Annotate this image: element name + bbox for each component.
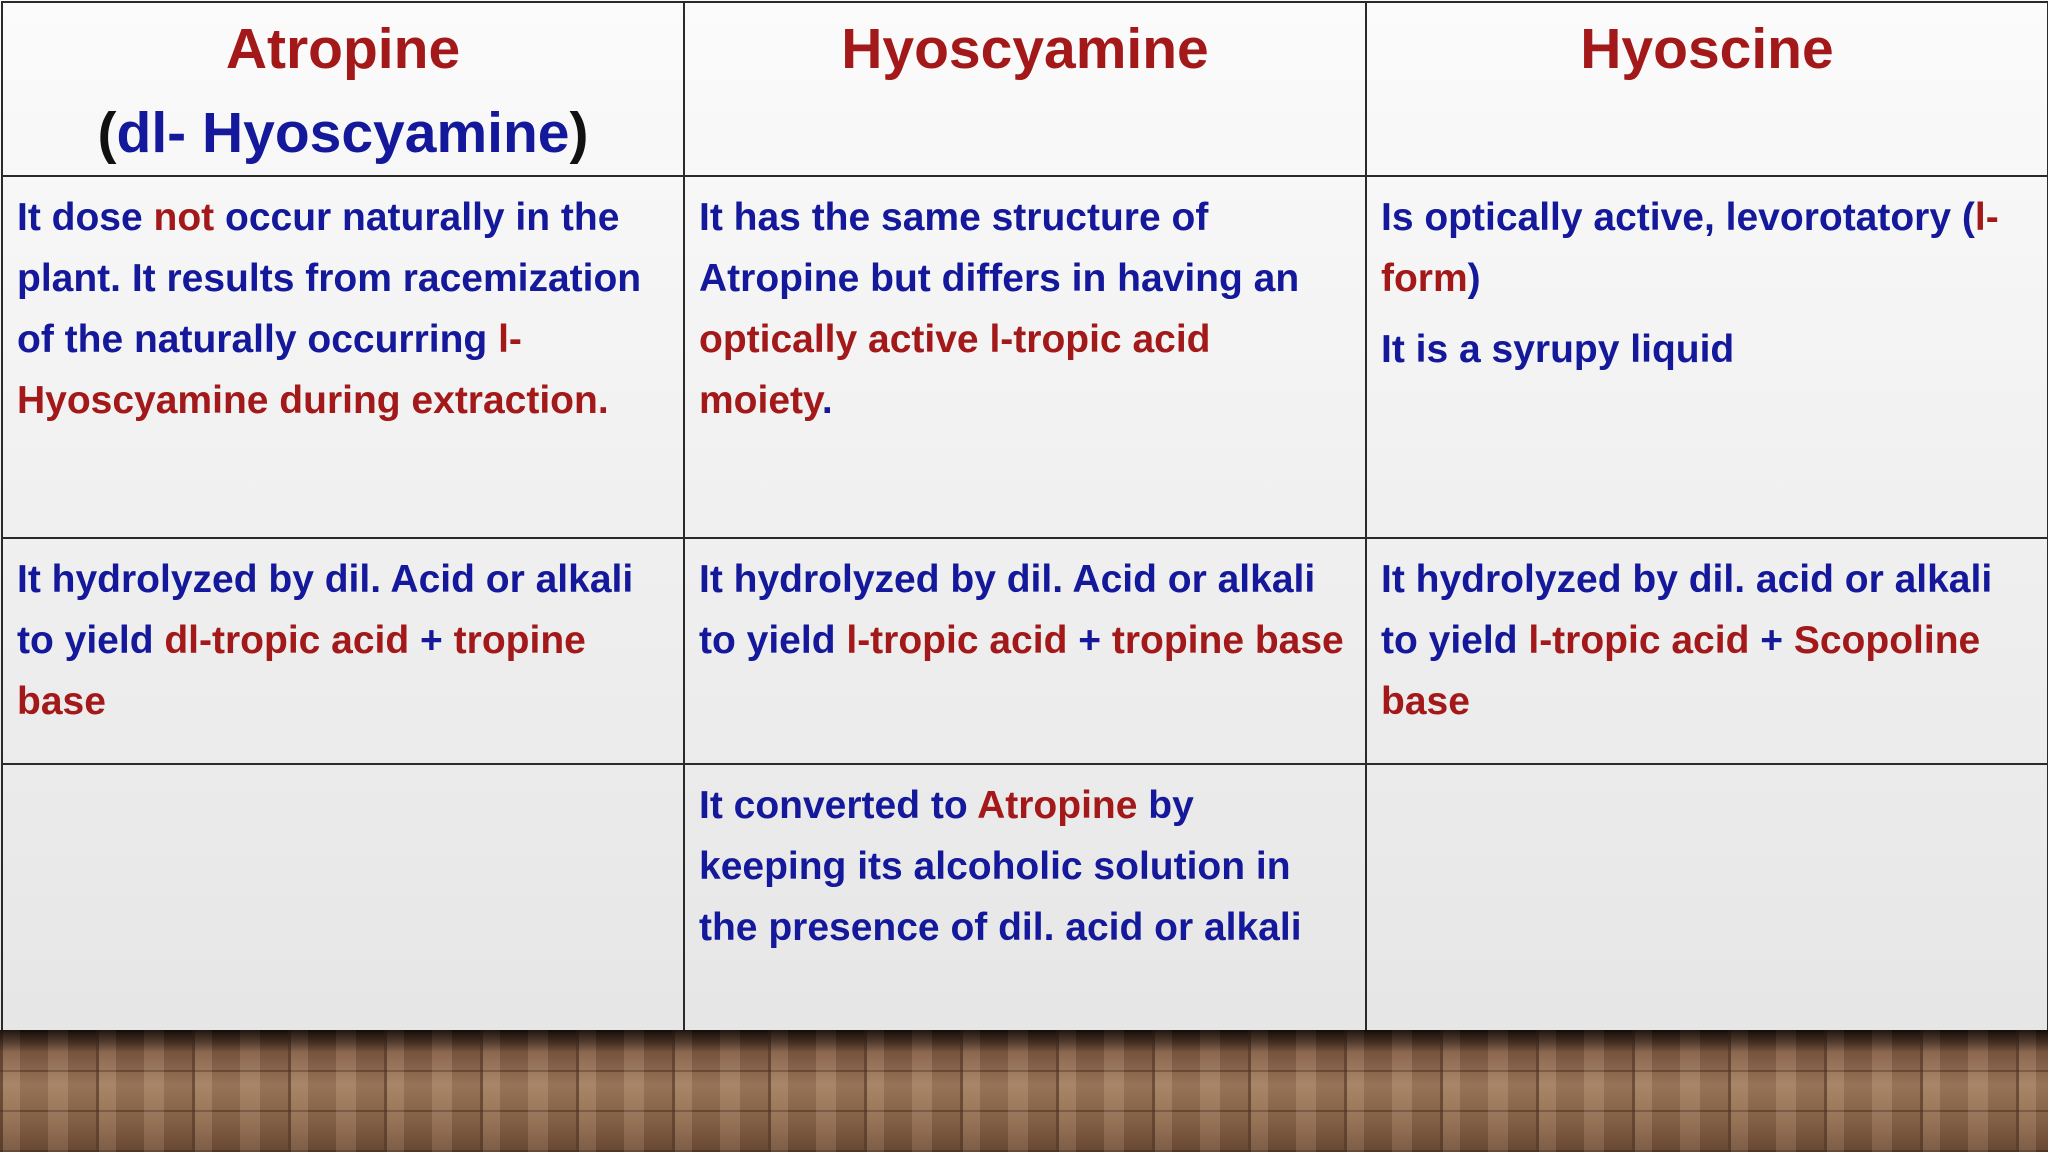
- table-row-hydrolysis: [2, 538, 2048, 764]
- text-segment: It hydrolyzed by dil. Acid or alkali to yield: [699, 558, 1316, 662]
- text-segment: It has the same structure of Atropine but differs in having an: [699, 196, 1300, 300]
- header-atropine-subtitle: dl- Hyoscyamine: [116, 101, 570, 165]
- text-segment: .: [821, 379, 833, 422]
- text-segment: +: [1749, 619, 1794, 662]
- text-segment: +: [409, 619, 454, 662]
- text-segment: It is a syrupy liquid: [1381, 328, 1735, 371]
- text-segment: It converted to: [699, 784, 978, 827]
- header-hyoscine: [1366, 2, 2048, 176]
- cell-hyoscine-hydrolysis: [1366, 538, 2048, 764]
- header-row: [2, 2, 2048, 176]
- cell-hyoscine-properties: [1366, 176, 2048, 538]
- text-highlight: Atropine: [977, 784, 1138, 827]
- table-row-conversion: [2, 764, 2048, 1032]
- text-highlight: dl-tropic acid: [164, 619, 410, 662]
- cell-atropine-hydrolysis: [2, 538, 684, 764]
- text-highlight: Scopoline base: [1381, 619, 1981, 723]
- text-segment: by keeping its alcoholic solution in the presence of dil. acid or alkali: [699, 784, 1302, 949]
- text-highlight: optically active l-tropic acid moiety: [699, 318, 1211, 422]
- text-segment: ): [1467, 257, 1481, 300]
- text-highlight: tropine base: [1111, 619, 1344, 662]
- text-segment: Is optically active, levorotatory (: [1381, 196, 1975, 239]
- cell-hyoscine-empty: [1366, 764, 2048, 1032]
- header-hyoscine-title: Hyoscine: [1580, 17, 1834, 81]
- cell-hyoscyamine-hydrolysis: [684, 538, 1366, 764]
- text-highlight: not: [153, 196, 215, 239]
- text-segment: It hydrolyzed by dil. acid or alkali to yield: [1381, 558, 1993, 662]
- text-highlight: l-tropic acid: [846, 619, 1068, 662]
- table-row-occurrence: [2, 176, 2048, 538]
- text-segment: occur naturally in the plant. It results from racemization of the naturally occurring: [17, 196, 642, 361]
- header-hyoscyamine-title: Hyoscyamine: [841, 17, 1209, 81]
- header-hyoscyamine: [684, 2, 1366, 176]
- text-highlight: l- Hyoscyamine during extraction.: [17, 318, 609, 422]
- text-segment: It dose: [17, 196, 154, 239]
- text-highlight: l-form: [1381, 196, 1999, 300]
- header-atropine-title: Atropine: [225, 17, 461, 81]
- cell-hyoscyamine-conversion: [684, 764, 1366, 1032]
- cell-atropine-empty: [2, 764, 684, 1032]
- text-highlight: l-tropic acid: [1528, 619, 1750, 662]
- text-segment: It hydrolyzed by dil. Acid or alkali to yield: [17, 558, 634, 662]
- cell-atropine-occurrence: [2, 176, 684, 538]
- comparison-table: [1, 1, 2048, 1033]
- text-highlight: tropine base: [17, 619, 586, 723]
- text-segment: +: [1067, 619, 1112, 662]
- cell-hyoscyamine-structure: [684, 176, 1366, 538]
- header-atropine: [2, 2, 684, 176]
- paren-close: ): [569, 101, 589, 165]
- paren-open: (: [97, 101, 117, 165]
- floor-shadow: [0, 1030, 2048, 1052]
